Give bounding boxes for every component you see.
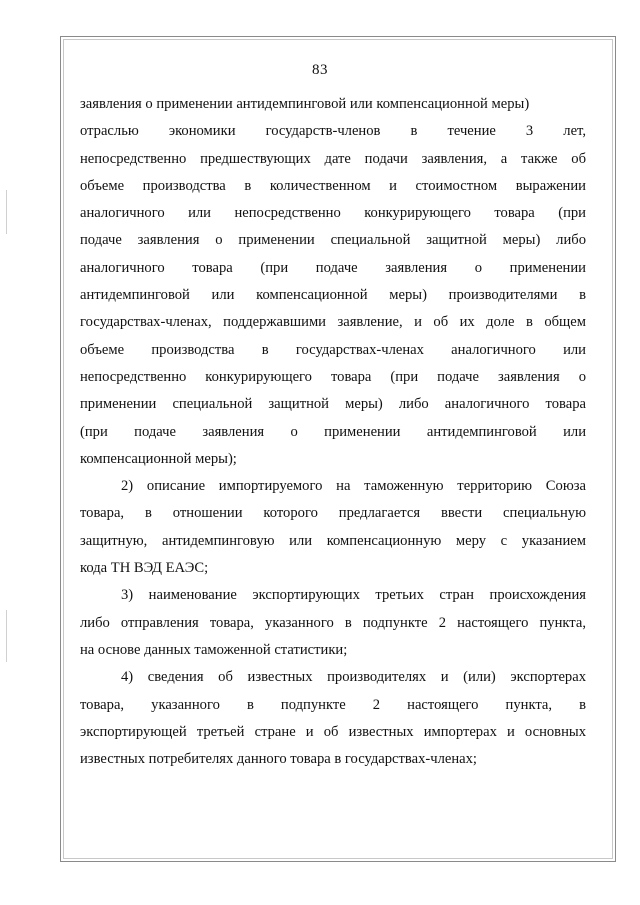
scan-mark xyxy=(6,190,7,234)
text-line: непосредственно предшествующих дате подачи заявления, а также об xyxy=(80,150,586,167)
text-line: отраслью экономики государств-членов в течение 3 лет, xyxy=(80,123,586,140)
document-body xyxy=(80,91,586,773)
text-line: кода ТН ВЭД ЕАЭС; xyxy=(80,560,209,577)
text-line: экспортирующей третьей стране и об известных импортерах и основных xyxy=(80,723,586,740)
text-line: заявления о применении антидемпинговой или компенсационной меры) xyxy=(80,96,530,112)
text-line: непосредственно конкурирующего товара (при подаче заявления о xyxy=(80,368,586,385)
text-line: 4) сведения об известных производителях и (или) экспортерах xyxy=(121,669,586,686)
text-line: известных потребителях данного товара в государствах-членах; xyxy=(80,751,477,768)
text-line: защитную, антидемпинговую или компенсационную меру с указанием xyxy=(80,532,586,549)
text-line: государствах-членах, поддержавшими заявление, и об их доле в общем xyxy=(80,314,586,331)
text-line: применении специальной защитной меры) либо аналогичного товара xyxy=(80,396,586,413)
text-line: подаче заявления о применении специальной защитной меры) либо xyxy=(80,232,586,249)
text-line: компенсационной меры); xyxy=(80,450,237,467)
text-line: объеме производства в государствах-членах аналогичного или xyxy=(80,341,586,358)
page-number: 83 xyxy=(312,62,328,78)
text-line: 3) наименование экспортирующих третьих стран происхождения xyxy=(121,587,586,604)
text-line: объеме производства в количественном и стоимостном выражении xyxy=(80,177,586,194)
scan-mark xyxy=(6,610,7,662)
text-line: товара, указанного в подпункте 2 настоящего пункта, в xyxy=(80,696,586,713)
text-line: товара, в отношении которого предлагается ввести специальную xyxy=(80,505,586,522)
text-line: антидемпинговой или компенсационной меры) производителями в xyxy=(80,287,586,304)
text-line: на основе данных таможенной статистики; xyxy=(80,641,348,658)
text-line: аналогичного товара (при подаче заявления о применении xyxy=(80,259,586,276)
text-line: 2) описание импортируемого на таможенную территорию Союза xyxy=(121,478,586,495)
text-line: либо отправления товара, указанного в подпункте 2 настоящего пункта, xyxy=(80,614,586,631)
text-line: аналогичного или непосредственно конкурирующего товара (при xyxy=(80,205,586,222)
text-line: (при подаче заявления о применении антидемпинговой или xyxy=(80,423,586,440)
